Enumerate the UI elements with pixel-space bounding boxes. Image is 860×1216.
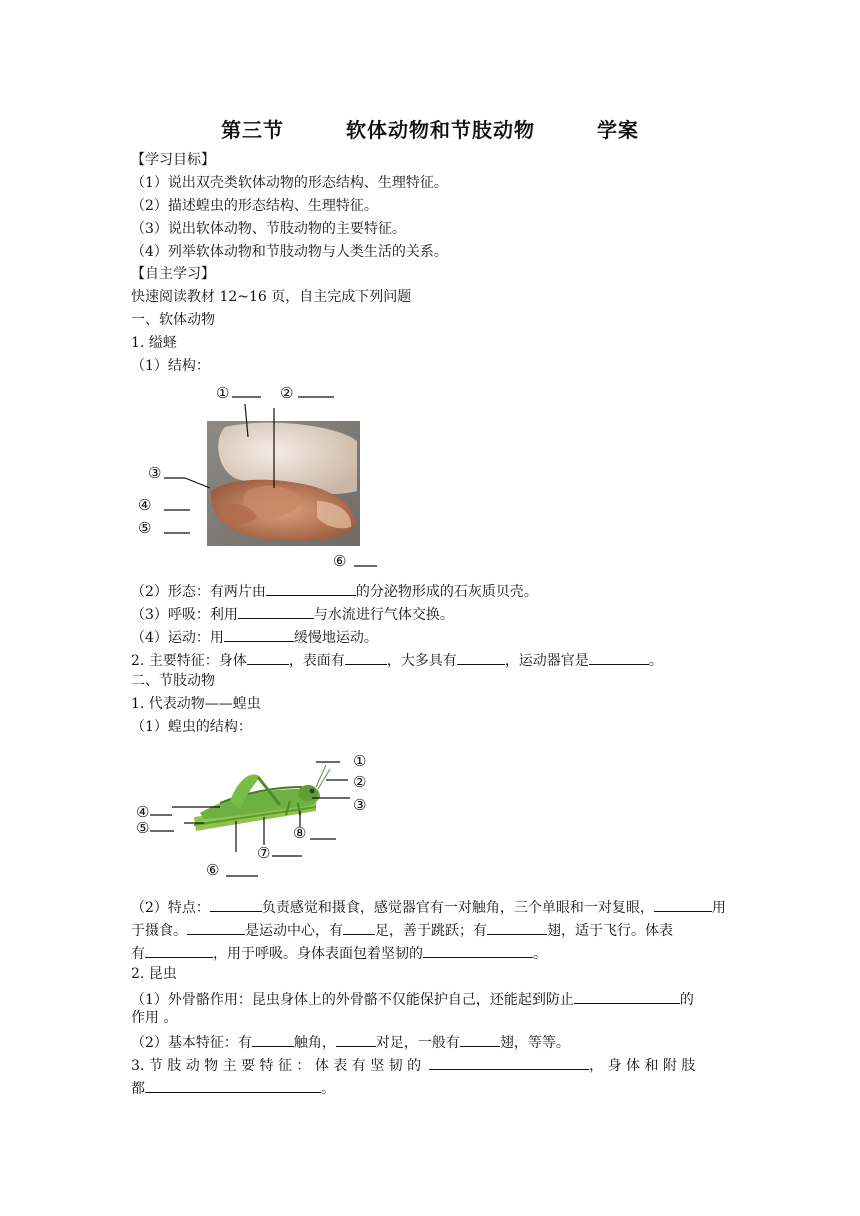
answer-blank[interactable]: [654, 897, 712, 912]
answer-blank[interactable]: [145, 943, 213, 958]
clam-shape-line: （2）形态：有两片由 的分泌物形成的石灰质贝壳。: [131, 581, 538, 600]
answer-blank[interactable]: [343, 920, 375, 935]
clam-label-3: ③: [148, 464, 162, 482]
locust-label-5: ⑤: [136, 819, 150, 837]
clam-leader-lines: [130, 380, 410, 580]
answer-blank[interactable]: [457, 650, 505, 665]
title-type: 学案: [596, 118, 639, 142]
answer-blank[interactable]: [145, 1078, 321, 1093]
clam-label-4: ④: [138, 496, 152, 514]
locust-label-3: ③: [353, 796, 367, 814]
answer-blank[interactable]: [252, 1032, 294, 1047]
locust-label-7: ⑦: [257, 844, 271, 862]
clam-move-line: （4）运动：用 缓慢地运动。: [131, 627, 378, 646]
objective-item: （3）说出软体动物、节肢动物的主要特征。: [131, 221, 406, 237]
exoskeleton-line-2: 作用 。: [131, 1010, 178, 1026]
answer-blank[interactable]: [345, 650, 387, 665]
locust-structure-label: （1）蝗虫的结构：: [131, 719, 252, 735]
answer-blank[interactable]: [487, 920, 547, 935]
answer-blank[interactable]: [210, 897, 262, 912]
objective-item: （1）说出双壳类软体动物的形态结构、生理特征。: [131, 175, 448, 191]
title-section: 第三节: [221, 118, 285, 142]
locust-label-4: ④: [136, 803, 150, 821]
grasshopper-illustration: [130, 745, 420, 885]
locust-features-line-2: 于摄食。 是运动中心，有 足，善于跳跃；有 翅，适于飞行。体表: [131, 920, 729, 939]
section1-heading: 一、软体动物: [131, 312, 215, 328]
locust-features-line-1: （2）特点： 负责感觉和摄食，感觉器官有一对触角，三个单眼和一对复眼， 用: [131, 897, 729, 916]
answer-blank[interactable]: [238, 604, 314, 619]
answer-blank[interactable]: [224, 627, 294, 642]
answer-blank[interactable]: [589, 650, 649, 665]
mollusk-features-line: 2. 主要特征：身体 ，表面有 ，大多具有 ，运动器官是 。: [131, 650, 663, 669]
clam-label-6: ⑥: [333, 552, 347, 570]
answer-blank[interactable]: [460, 1032, 500, 1047]
title-topic: 软体动物和节肢动物: [346, 118, 535, 142]
self-study-intro: 快速阅读教材 12~16 页，自主完成下列问题: [131, 289, 412, 305]
insect-basic-features: （2）基本特征：有 触角， 对足，一般有 翅，等等。: [131, 1032, 570, 1051]
clam-breath-line: （3）呼吸：利用 与水流进行气体交换。: [131, 604, 454, 623]
answer-blank[interactable]: [423, 943, 533, 958]
arthropod-features-line-1: 3. 节 肢 动 物 主 要 特 征 ： 体 表 有 坚 韧 的 ， 身 体 和 附 肢: [131, 1055, 695, 1074]
objective-item: （4）列举软体动物和节肢动物与人类生活的关系。: [131, 244, 448, 260]
objectives-heading: 【学习目标】: [131, 152, 215, 168]
exoskeleton-line-1: （1）外骨骼作用：昆虫身体上的外骨骼不仅能保护自己，还能起到防止 的: [131, 989, 694, 1008]
page-title: [0, 114, 860, 143]
clam-label-2: ②: [280, 384, 294, 402]
clam-label-1: ①: [216, 384, 230, 402]
locust-label-2: ②: [353, 773, 367, 791]
answer-blank[interactable]: [247, 650, 289, 665]
answer-blank[interactable]: [574, 989, 680, 1004]
insect-heading: 2. 昆虫: [131, 966, 177, 982]
locust-features-line-3: 有 ，用于呼吸。身体表面包着坚韧的 。: [131, 943, 547, 962]
clam-label-5: ⑤: [138, 519, 152, 537]
answer-blank[interactable]: [187, 920, 245, 935]
razor-clam-heading: 1. 缢蛏: [131, 335, 177, 351]
answer-blank[interactable]: [429, 1055, 589, 1070]
locust-label-1: ①: [353, 752, 367, 770]
section2-heading: 二、节肢动物: [131, 673, 215, 689]
locust-label-6: ⑥: [206, 861, 220, 879]
arthropod-features-line-2: 都 。: [131, 1078, 335, 1097]
locust-heading: 1. 代表动物——蝗虫: [131, 696, 261, 712]
objective-item: （2）描述蝗虫的形态结构、生理特征。: [131, 198, 378, 214]
answer-blank[interactable]: [266, 581, 356, 596]
self-study-heading: 【自主学习】: [131, 266, 215, 282]
answer-blank[interactable]: [336, 1032, 376, 1047]
locust-label-8: ⑧: [293, 824, 307, 842]
clam-structure-label: （1）结构：: [131, 358, 210, 374]
